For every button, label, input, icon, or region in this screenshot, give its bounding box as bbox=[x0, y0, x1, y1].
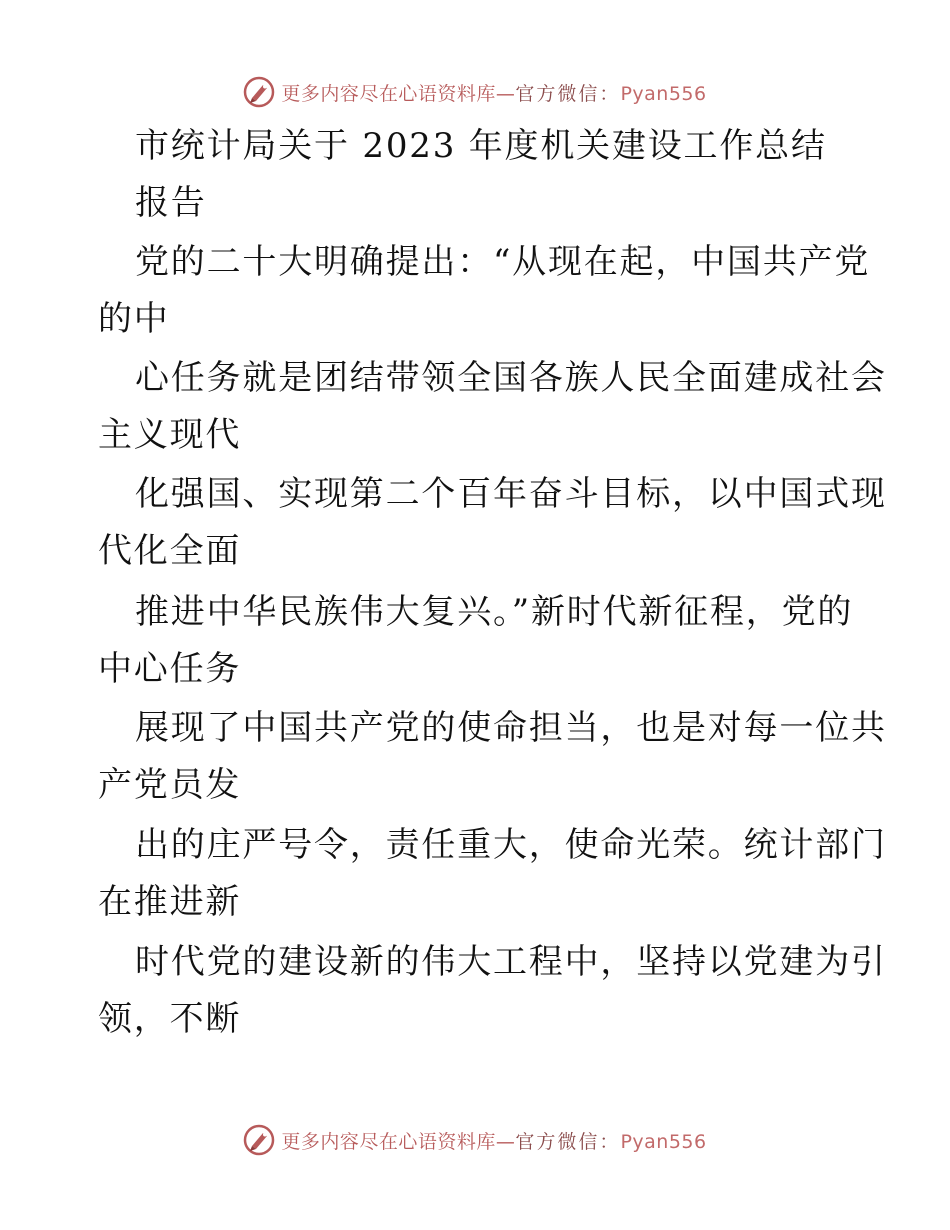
paragraph-line: 代化全面 bbox=[98, 531, 242, 571]
paragraph-line: 产党员发 bbox=[98, 765, 242, 805]
watermark-text bbox=[281, 1127, 706, 1154]
watermark-wechat-label: 官方微信： bbox=[515, 1130, 621, 1153]
watermark-dash: — bbox=[495, 82, 516, 105]
paragraph-line: 主义现代 bbox=[98, 415, 242, 455]
document-title-continued: 报告 bbox=[135, 183, 207, 223]
paragraph-line: 的中 bbox=[98, 299, 170, 339]
paragraph-line: 推进中华民族伟大复兴。”新时代新征程，党的 bbox=[135, 592, 854, 632]
document-title: 市统计局关于 2023 年度机关建设工作总结 bbox=[135, 126, 827, 166]
paragraph-line: 化强国、实现第二个百年奋斗目标，以中国式现 bbox=[135, 474, 887, 514]
watermark-text bbox=[281, 79, 706, 106]
paragraph-line: 中心任务 bbox=[98, 649, 242, 689]
paragraph-line: 在推进新 bbox=[98, 882, 242, 922]
watermark-site: 更多内容尽在心语资料库 bbox=[281, 82, 496, 105]
footer-watermark bbox=[0, 1120, 950, 1160]
paragraph-line: 领，不断 bbox=[98, 999, 242, 1039]
header-watermark bbox=[0, 72, 950, 112]
watermark-dash: — bbox=[495, 1130, 516, 1153]
paragraph-line: 时代党的建设新的伟大工程中，坚持以党建为引 bbox=[135, 942, 887, 982]
pen-logo-icon bbox=[243, 76, 275, 108]
paragraph-line: 出的庄严号令，责任重大，使命光荣。统计部门 bbox=[135, 825, 887, 865]
watermark-site: 更多内容尽在心语资料库 bbox=[281, 1130, 496, 1153]
watermark-wechat-id: Pyan556 bbox=[620, 82, 707, 105]
pen-logo-icon bbox=[243, 1124, 275, 1156]
paragraph-line: 心任务就是团结带领全国各族人民全面建成社会 bbox=[135, 358, 887, 398]
paragraph-line: 展现了中国共产党的使命担当，也是对每一位共 bbox=[135, 708, 887, 748]
paragraph-line: 党的二十大明确提出：“从现在起，中国共产党 bbox=[135, 242, 871, 282]
watermark-wechat-label: 官方微信： bbox=[515, 82, 621, 105]
watermark-wechat-id: Pyan556 bbox=[620, 1130, 707, 1153]
